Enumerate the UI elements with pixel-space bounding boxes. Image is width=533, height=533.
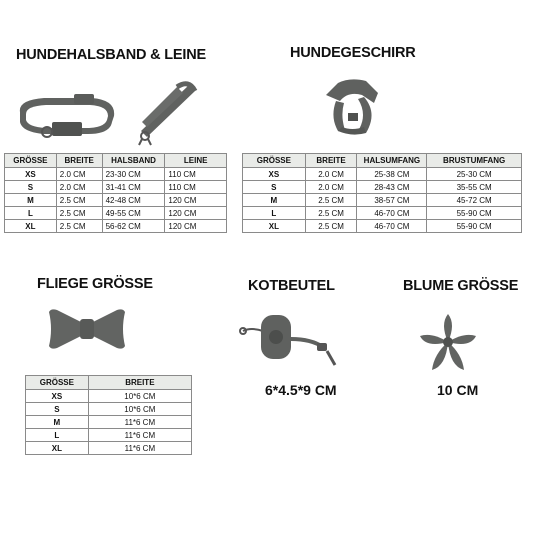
size-cell: L: [26, 429, 89, 442]
width-cell: 2.5 CM: [56, 194, 102, 207]
column-header: BREITE: [56, 154, 102, 168]
size-cell: S: [243, 181, 306, 194]
bowtie-size-table: [25, 375, 192, 455]
size-cell: XS: [243, 168, 306, 181]
chest-cell: 55-90 CM: [427, 220, 522, 233]
poop-bag-size: 6*4.5*9 CM: [265, 382, 337, 398]
bowtie-image: [47, 306, 127, 352]
table-row: [26, 416, 192, 429]
harness-image: [322, 73, 382, 139]
collar-cell: 56-62 CM: [102, 220, 165, 233]
neck-cell: 25-38 CM: [357, 168, 427, 181]
leash-cell: 120 CM: [165, 220, 227, 233]
flower-image: [418, 314, 478, 372]
size-cell: L: [5, 207, 57, 220]
flower-title: BLUME GRÖSSE: [403, 278, 519, 294]
size-cell: S: [26, 403, 89, 416]
width-cell: 2.0 CM: [56, 168, 102, 181]
table-row: [5, 207, 227, 220]
table-row: [5, 220, 227, 233]
collar-image: [14, 92, 119, 144]
column-header: GRÖSSE: [26, 376, 89, 390]
size-cell: XL: [5, 220, 57, 233]
table-row: [243, 181, 522, 194]
neck-cell: 46-70 CM: [357, 207, 427, 220]
table-row: [26, 390, 192, 403]
leash-cell: 110 CM: [165, 168, 227, 181]
table-row: [243, 207, 522, 220]
chest-cell: 45-72 CM: [427, 194, 522, 207]
table-row: [5, 194, 227, 207]
leash-image: [133, 81, 200, 147]
table-header-row: [26, 376, 192, 390]
size-cell: M: [5, 194, 57, 207]
collar-cell: 42-48 CM: [102, 194, 165, 207]
collar-leash-title: HUNDEHALSBAND & LEINE: [16, 47, 206, 63]
collar-leash-size-table: [4, 153, 227, 233]
size-cell: XL: [243, 220, 306, 233]
width-cell: 2.0 CM: [305, 168, 357, 181]
table-row: [243, 168, 522, 181]
leash-cell: 120 CM: [165, 194, 227, 207]
chest-cell: 55-90 CM: [427, 207, 522, 220]
width-cell: 2.5 CM: [56, 220, 102, 233]
poop-bag-title: KOTBEUTEL: [248, 278, 335, 294]
column-header: BREITE: [88, 376, 191, 390]
width-cell: 2.5 CM: [305, 194, 357, 207]
table-row: [26, 429, 192, 442]
leash-cell: 120 CM: [165, 207, 227, 220]
size-cell: M: [243, 194, 306, 207]
width-cell: 10*6 CM: [88, 390, 191, 403]
table-row: [26, 442, 192, 455]
collar-cell: 23-30 CM: [102, 168, 165, 181]
width-cell: 11*6 CM: [88, 416, 191, 429]
table-row: [5, 181, 227, 194]
table-header-row: [243, 154, 522, 168]
harness-size-table: [242, 153, 522, 233]
width-cell: 2.5 CM: [305, 207, 357, 220]
column-header: GRÖSSE: [5, 154, 57, 168]
collar-cell: 31-41 CM: [102, 181, 165, 194]
neck-cell: 28-43 CM: [357, 181, 427, 194]
size-cell: XS: [5, 168, 57, 181]
width-cell: 11*6 CM: [88, 429, 191, 442]
harness-title: HUNDEGESCHIRR: [290, 45, 416, 61]
size-cell: XL: [26, 442, 89, 455]
size-cell: L: [243, 207, 306, 220]
bowtie-title: FLIEGE GRÖSSE: [37, 276, 153, 292]
poop-bag-image: [239, 309, 339, 371]
width-cell: 2.5 CM: [305, 220, 357, 233]
width-cell: 2.0 CM: [305, 181, 357, 194]
leash-cell: 110 CM: [165, 181, 227, 194]
size-cell: S: [5, 181, 57, 194]
column-header: HALSBAND: [102, 154, 165, 168]
column-header: HALSUMFANG: [357, 154, 427, 168]
width-cell: 10*6 CM: [88, 403, 191, 416]
table-row: [243, 220, 522, 233]
width-cell: 2.0 CM: [56, 181, 102, 194]
neck-cell: 38-57 CM: [357, 194, 427, 207]
width-cell: 2.5 CM: [56, 207, 102, 220]
chest-cell: 35-55 CM: [427, 181, 522, 194]
table-row: [243, 194, 522, 207]
collar-cell: 49-55 CM: [102, 207, 165, 220]
size-cell: XS: [26, 390, 89, 403]
column-header: BRUSTUMFANG: [427, 154, 522, 168]
table-row: [26, 403, 192, 416]
table-row: [5, 168, 227, 181]
flower-size: 10 CM: [437, 382, 479, 398]
column-header: LEINE: [165, 154, 227, 168]
chest-cell: 25-30 CM: [427, 168, 522, 181]
width-cell: 11*6 CM: [88, 442, 191, 455]
size-cell: M: [26, 416, 89, 429]
neck-cell: 46-70 CM: [357, 220, 427, 233]
column-header: GRÖSSE: [243, 154, 306, 168]
table-header-row: [5, 154, 227, 168]
column-header: BREITE: [305, 154, 357, 168]
